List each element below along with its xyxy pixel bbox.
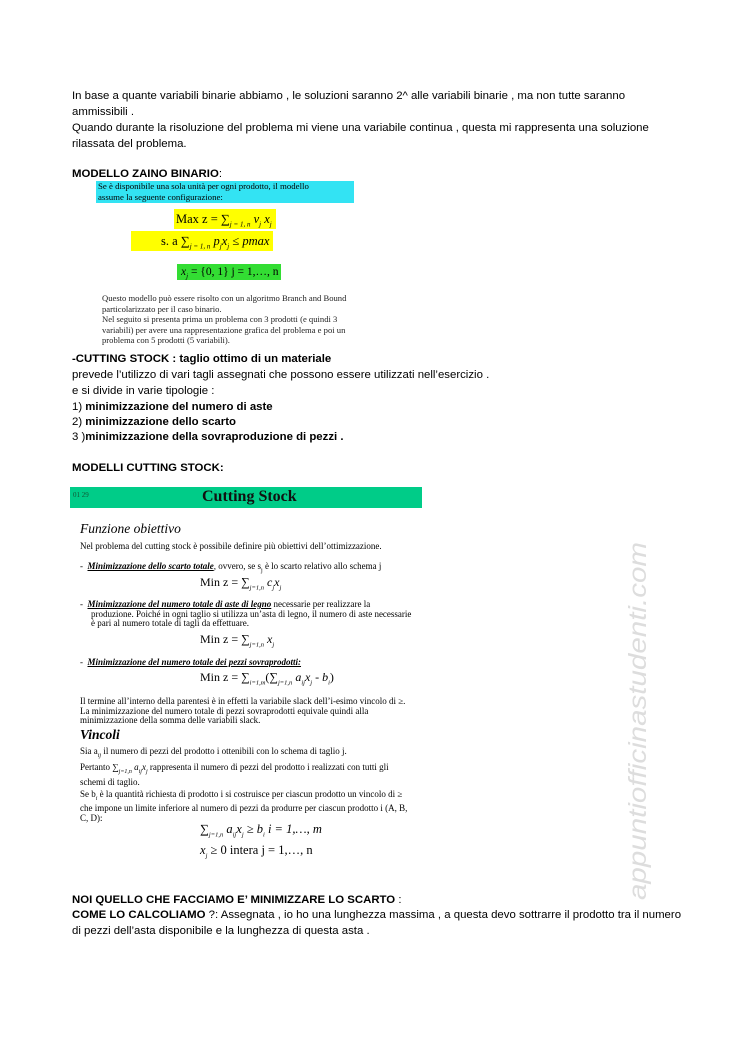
fo-bullet-2-line-3: è pari al numero totale di tagli da effettuare. (91, 618, 250, 628)
fo-para-3-line-2: La minimizzazione del numero totale di pezzi sovraprodotti equivale quindi alla (80, 705, 369, 716)
cutting-item-3 (72, 430, 344, 446)
zaino-objective-x-sub: j (269, 220, 272, 229)
zaino-domain-end: = {0, 1} j = 1,…, n (188, 266, 279, 278)
zaino-objective-x: x (261, 212, 270, 226)
zaino-note-line-5: problema con 5 prodotti (5 variabili). (102, 335, 230, 345)
vincoli-title: Vincoli (80, 727, 120, 742)
vincoli-constraint-1: $\sum_{j=1,n}$ $a_{ij}x_j \ge b_i$ i = 1,…, m (200, 822, 322, 839)
footer-line-2-bold: COME LO CALCOLIAMO (72, 909, 206, 921)
cutting-item-1-num: 1) (72, 401, 86, 413)
fo-formula-3-mid: (∑ (265, 670, 278, 684)
fo-formula-3-x: x (304, 670, 311, 684)
vincoli-line-2-c: x (141, 762, 146, 772)
vincoli-c1-x: x (236, 822, 242, 836)
footer-line-1-bold: NOI QUELLO CHE FACCIAMO E’ MINIMIZZARE LO SCARTO (72, 894, 396, 906)
zaino-constraint-sub: j = 1, n (189, 242, 211, 251)
fo-formula-2-sub: j=1,n (249, 641, 264, 649)
vincoli-c1-range: i = 1,…, m (264, 822, 322, 836)
fo-formula-3-b: - b (312, 670, 329, 684)
fo-bullet-1-rest: , ovvero, se s (213, 561, 262, 571)
zaino-objective-v: v (253, 212, 260, 226)
zaino-constraint-x: x (221, 234, 228, 248)
vincoli-line-2-a: Pertanto ∑ (80, 762, 119, 772)
fo-para-3 (80, 697, 405, 726)
zaino-constraint-x-sub: j (227, 242, 230, 251)
cutting-item-3-text: minimizzazione della sovraproduzione di pezzi . (85, 431, 344, 443)
fo-bullet-1-title: Minimizzazione dello scarto totale (87, 561, 214, 571)
footer-line-1-rest: : (395, 894, 402, 906)
fo-bullet-3: - Minimizzazione del numero totale dei pezzi sovraprodotti: (80, 657, 302, 667)
vincoli-c1-sum: ∑ (200, 822, 209, 836)
fo-formula-2: Min $z = \sum_{j=1,n}$ $x_j$ (200, 632, 275, 649)
intro-line-3: Quando durante la risoluzione del problema mi viene una variabile continua , questa mi rappresenta una soluzione (72, 122, 649, 134)
zaino-domain (177, 264, 281, 280)
zaino-constraint-end: ≤ pmax (229, 234, 270, 248)
zaino-note (102, 293, 346, 346)
vincoli-line-1-a: Sia a (80, 746, 98, 756)
watermark (604, 540, 664, 900)
fo-formula-1-c: c (263, 575, 273, 589)
cutting-item-3-num: 3 ) (72, 431, 86, 443)
cutting-line-1: prevede l’utilizzo di vari tagli assegnati che possono essere utilizzati nell’esercizio . (72, 369, 490, 381)
fo-bullet-1-rest2: è lo scarto relativo allo schema j (262, 561, 382, 571)
fo-bullet-2: - Minimizzazione del numero totale di aste di legno necessarie per realizzare la produzione. Poiché in ogni taglio si utilizza un’asta di legno, il numero di aste necessarie è pari al numero totale di tagli da effettuare. (80, 599, 412, 628)
vincoli-c2-end: ≥ 0 intera j = 1,…, n (207, 843, 313, 857)
zaino-objective (174, 209, 276, 229)
zaino-heading-bold: MODELLO ZAINO BINARIO (72, 168, 219, 180)
vincoli-constraint-2: $x_j \ge 0$ intera j = 1,…, n (200, 843, 313, 860)
vincoli-line-1-b: il numero di pezzi del prodotto i ottenibili con lo schema di taglio j. (101, 746, 347, 756)
fo-formula-1-x: x (274, 575, 280, 589)
cutting-line-2: e si divide in varie tipologie : (72, 385, 215, 397)
fo-bullet-2-line-2: produzione. Poiché in ogni taglio si utilizza un’asta di legno, il numero di aste necessarie (91, 608, 412, 619)
cutting-item-2-num: 2) (72, 416, 86, 428)
vincoli-line-6: C, D): (80, 812, 103, 823)
cutting-banner (70, 487, 422, 508)
zaino-constraint-p: p (213, 234, 220, 248)
vincoli-line-3: schemi di taglio. (80, 776, 140, 787)
zaino-note-line-3: Nel seguito si presenta prima un problema con 3 prodotti (e quindi 3 (102, 314, 338, 324)
vincoli-c1-a: a (223, 822, 233, 836)
vincoli-line-5: che impone un limite inferiore al numero di pezzi da produrre per ciascun prodotto i (A, B, (80, 803, 408, 814)
zaino-constraint-p-sub: j (219, 242, 222, 251)
fo-formula-3-a: a (292, 670, 302, 684)
vincoli-c1-sub: j=1,n (208, 831, 224, 839)
footer-line-2 (72, 908, 681, 924)
vincoli-para: Se $b_i$ è la quantità richiesta di prodotto i si costruisce per ciascun prodotto un vincolo di ≥ che impone un limite inferiore al numero di pezzi da produrre per ciascun prodotto i (A, B, C, D): (80, 789, 408, 823)
zaino-box (96, 181, 354, 203)
footer-line-3: di pezzi dell’asta disponibile e la lunghezza di questa asta . (72, 925, 370, 937)
fo-formula-1-sub: j=1,n (249, 584, 264, 592)
cutting-item-2 (72, 415, 236, 431)
vincoli-c2-x: x (200, 843, 206, 857)
banner-title: Cutting Stock (202, 488, 297, 505)
vincoli-line-2-d: rappresenta il numero di pezzi del prodotto i realizzati con tutti gli (147, 762, 389, 772)
zaino-constraint-main: s. a ∑ (161, 234, 190, 248)
fo-formula-3: Min $z = \sum_{i=1,m}(\sum_{j=1,n}$ $a_{ij}x_j - b_i$) (200, 670, 334, 687)
vincoli-line-1: Sia $a_{ij}$ il numero di pezzi del prodotto i ottenibili con lo schema di taglio j. (80, 746, 347, 759)
cutting-heading: -CUTTING STOCK : taglio ottimo di un materiale (72, 353, 332, 365)
footer-line-1 (72, 893, 402, 909)
cutting-item-2-text: minimizzazione dello scarto (85, 416, 236, 428)
fo-formula-3-close: ) (329, 670, 334, 684)
cutting-item-1 (72, 400, 273, 416)
vincoli-line-4-a: Se b (80, 789, 96, 799)
zaino-note-line-2: particolarizzato per il caso binario. (102, 303, 222, 314)
vincoli-c1-b: ≥ b (243, 822, 263, 836)
modelli-heading: MODELLI CUTTING STOCK: (72, 462, 224, 474)
fo-para-3-line-1: Il termine all’interno della parentesi è in effetti la variabile slack dell’i-esimo vincolo di ≥. (80, 696, 406, 706)
fo-bullet-2-rest: necessarie per realizzare la (271, 599, 371, 609)
zaino-box-line-1: Se è disponibile una sola unità per ogni prodotto, il modello (98, 181, 309, 191)
fo-bullet-2-title: Minimizzazione del numero totale di aste di legno (87, 599, 272, 609)
fo-formula-3-sub2: j=1,n (277, 679, 293, 687)
fo-intro: Nel problema del cutting stock è possibile definire più obiettivi dell’ottimizzazione. (80, 541, 382, 551)
zaino-note-line-1: Questo modello può essere risolto con un algoritmo Branch and Bound (102, 293, 347, 303)
banner-slide-number: 01 29 (73, 491, 89, 499)
zaino-domain-x-sub: j (186, 272, 189, 281)
vincoli-line-2-b: a (131, 762, 139, 772)
zaino-objective-main: Max z = ∑ (176, 212, 230, 226)
zaino-objective-v-sub: j (259, 220, 262, 229)
fo-bullet-3-title: Minimizzazione del numero totale dei pezzi sovraprodotti: (87, 657, 302, 667)
zaino-note-line-4: variabili) per avere una rappresentazione grafica del problema e poi un (102, 324, 346, 335)
intro-line-2: ammissibili . (72, 106, 135, 118)
fo-formula-1-main: Min z = ∑ (200, 575, 250, 589)
cutting-item-1-text: minimizzazione del numero di aste (85, 401, 273, 413)
fo-title: Funzione obiettivo (80, 521, 181, 536)
zaino-domain-x: x (181, 266, 187, 278)
intro-line-1: In base a quante variabili binarie abbiamo , le soluzioni saranno 2^ alle variabili binarie , ma non tutte saranno (72, 90, 626, 102)
footer-line-2-rest: ?: Assegnata , io ho una lunghezza massima , a questa devo sottrarre il prodotto tra il numero (205, 909, 682, 921)
fo-formula-2-x: x (263, 632, 273, 646)
intro-line-4: rilassata del problema. (72, 138, 187, 150)
fo-formula-3-sub: i=1,m (249, 679, 266, 687)
zaino-constraint (131, 231, 273, 251)
fo-formula-2-main: Min z = ∑ (200, 632, 250, 646)
vincoli-line-4-b: è la quantità richiesta di prodotto i si costruisce per ciascun prodotto un vincolo di ≥ (97, 789, 403, 799)
fo-bullet-1: - Minimizzazione dello scarto totale, ovvero, se $s_j$ è lo scarto relativo allo schema j (80, 561, 382, 574)
fo-formula-3-main: Min z = ∑ (200, 670, 250, 684)
zaino-objective-sub: j = 1, n (229, 220, 251, 229)
watermark-text: appuntiofficinastudenti.com (624, 597, 652, 900)
fo-formula-1: Min $z = \sum_{j=1,n}$ $c_jx_j$ (200, 575, 282, 592)
vincoli-line-2-sub: j=1,n (118, 768, 132, 775)
zaino-heading-colon: : (218, 168, 222, 180)
fo-para-3-line-3: minimizzazione della somma delle variabili slack. (80, 715, 261, 725)
zaino-box-line-2: assume la seguente configurazione: (98, 192, 223, 202)
vincoli-line-2: Pertanto $\sum_{j=1,n}$ $a_{ij}x_j$ rappresenta il numero di pezzi del prodotto i realizzati con tutti gli schemi di taglio. (80, 762, 389, 787)
